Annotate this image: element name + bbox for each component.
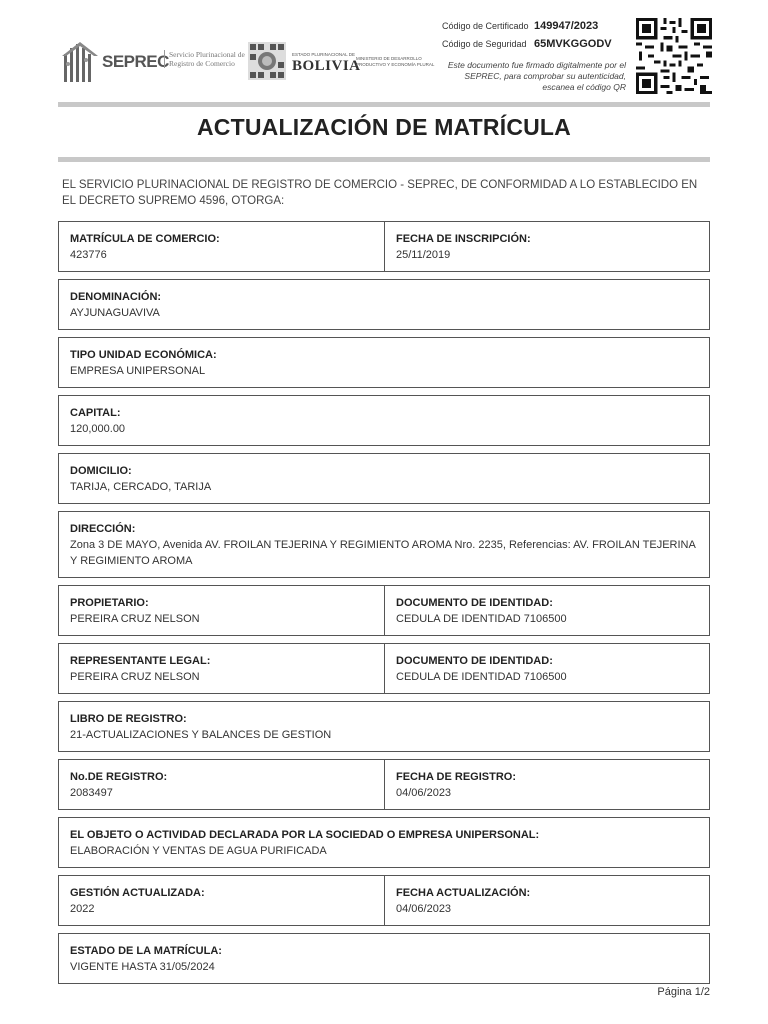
field-value: PEREIRA CRUZ NELSON: [70, 671, 200, 683]
ministry-line2: PRODUCTIVO Y ECONOMÍA PLURAL: [356, 62, 435, 67]
bolivia-state-label: ESTADO PLURINACIONAL DE: [292, 52, 356, 57]
field-value: 21-ACTUALIZACIONES Y BALANCES DE GESTION: [70, 729, 332, 741]
field-value: PEREIRA CRUZ NELSON: [70, 613, 200, 625]
intro-text: EL SERVICIO PLURINACIONAL DE REGISTRO DE COMERCIO - SEPREC, DE CONFORMIDAD A LO ESTABLECIDO EN EL DECRETO SUPREMO 4596, OTORGA:: [62, 179, 698, 207]
field-value: Zona 3 DE MAYO, Avenida AV. FROILAN TEJERINA Y REGIMIENTO AROMA Nro. 2235, Referencias: AV. FROILAN TEJERINA Y REGIMIENTO AROMA: [70, 539, 696, 567]
field-estado: [59, 934, 709, 983]
field-row-capital: [58, 395, 710, 446]
field-label: DOMICILIO:: [70, 465, 132, 477]
seprec-logo-icon: [60, 40, 100, 84]
field-label: MATRÍCULA DE COMERCIO:: [70, 233, 220, 245]
field-fecha-inscripcion: [384, 222, 709, 271]
bolivia-shield-icon: [248, 42, 286, 80]
field-value: CEDULA DE IDENTIDAD 7106500: [396, 671, 567, 683]
qr-code-icon: [636, 16, 712, 96]
security-code-label: Código de Seguridad: [442, 39, 527, 49]
field-row-matricula: [58, 221, 710, 272]
seprec-subtitle: [164, 50, 245, 68]
field-label: REPRESENTANTE LEGAL:: [70, 655, 211, 667]
field-value: 04/06/2023: [396, 903, 452, 915]
field-label: GESTIÓN ACTUALIZADA:: [70, 887, 205, 899]
field-fecha-registro: [384, 760, 709, 809]
document-header: [58, 14, 710, 100]
field-row-gestion: [58, 875, 710, 926]
field-label: LIBRO DE REGISTRO:: [70, 713, 187, 725]
certificate-code-label: Código de Certificado: [442, 21, 529, 31]
field-propietario: [59, 586, 384, 635]
field-label: ESTADO DE LA MATRÍCULA:: [70, 945, 222, 957]
field-row-tipo-unidad: [58, 337, 710, 388]
field-row-propietario: [58, 585, 710, 636]
field-label: EL OBJETO O ACTIVIDAD DECLARADA POR LA SOCIEDAD O EMPRESA UNIPERSONAL:: [70, 829, 540, 841]
field-label: DOCUMENTO DE IDENTIDAD:: [396, 655, 553, 667]
header-divider: [58, 102, 710, 107]
field-label: FECHA DE INSCRIPCIÓN:: [396, 233, 531, 245]
field-tipo-unidad: [59, 338, 709, 387]
seprec-subtitle-line2: Registro de Comercio: [169, 59, 235, 68]
field-row-registro: [58, 759, 710, 810]
field-label: DENOMINACIÓN:: [70, 291, 162, 303]
field-row-denominacion: [58, 279, 710, 330]
field-value: 2022: [70, 903, 95, 915]
field-label: FECHA DE REGISTRO:: [396, 771, 516, 783]
field-capital: [59, 396, 709, 445]
field-gestion: [59, 876, 384, 925]
field-value: 04/06/2023: [396, 787, 452, 799]
field-doc-propietario: [384, 586, 709, 635]
field-row-representante: [58, 643, 710, 694]
bolivia-logo: [248, 40, 438, 84]
field-fecha-actualizacion: [384, 876, 709, 925]
ministry-line1: MINISTERIO DE DESARROLLO: [356, 56, 422, 61]
verification-note: Este documento fue firmado digitalmente por el SEPREC, para comprobar su autenticidad, escanea el código QR: [447, 60, 626, 92]
field-value: CEDULA DE IDENTIDAD 7106500: [396, 613, 567, 625]
field-value: EMPRESA UNIPERSONAL: [70, 365, 206, 377]
field-label: CAPITAL:: [70, 407, 121, 419]
field-row-libro: [58, 701, 710, 752]
field-value: 25/11/2019: [396, 249, 451, 261]
field-value: 423776: [70, 249, 107, 261]
field-matricula: [59, 222, 384, 271]
bolivia-wordmark: BOLIVIA: [292, 58, 361, 74]
field-libro: [59, 702, 709, 751]
field-label: TIPO UNIDAD ECONÓMICA:: [70, 349, 217, 361]
field-label: DOCUMENTO DE IDENTIDAD:: [396, 597, 553, 609]
field-value: 120,000.00: [70, 423, 126, 435]
field-value: 2083497: [70, 787, 113, 799]
field-label: DIRECCIÓN:: [70, 523, 136, 535]
field-domicilio: [59, 454, 709, 503]
certificate-codes: [442, 20, 632, 56]
seprec-subtitle-line1: Servicio Plurinacional de: [169, 50, 245, 59]
field-objeto: [59, 818, 709, 867]
seprec-wordmark: SEPREC: [102, 52, 169, 71]
field-representante: [59, 644, 384, 693]
security-code-value: 65MVKGGODV: [534, 38, 612, 50]
field-value: TARIJA, CERCADO, TARIJA: [70, 481, 212, 493]
title-divider: [58, 157, 710, 162]
certificate-code-value: 149947/2023: [534, 20, 599, 32]
field-row-estado: [58, 933, 710, 984]
page-number: Página 1/2: [657, 986, 710, 998]
field-row-objeto: [58, 817, 710, 868]
field-doc-representante: [384, 644, 709, 693]
field-denominacion: [59, 280, 709, 329]
field-value: AYJUNAGUAVIVA: [70, 307, 160, 319]
field-label: FECHA ACTUALIZACIÓN:: [396, 887, 531, 899]
field-label: PROPIETARIO:: [70, 597, 149, 609]
registration-fields: [58, 221, 710, 991]
field-value: VIGENTE HASTA 31/05/2024: [70, 961, 215, 973]
field-row-domicilio: [58, 453, 710, 504]
field-row-direccion: [58, 511, 710, 578]
certificate-code-row: [442, 20, 632, 38]
seprec-logo: [60, 40, 260, 84]
field-nro-registro: [59, 760, 384, 809]
ministry-label: [356, 56, 436, 68]
document-title: ACTUALIZACIÓN DE MATRÍCULA: [196, 114, 571, 140]
field-label: No.DE REGISTRO:: [70, 771, 168, 783]
security-code-row: [442, 38, 632, 56]
field-value: ELABORACIÓN Y VENTAS DE AGUA PURIFICADA: [70, 845, 327, 857]
field-direccion: [59, 512, 709, 577]
